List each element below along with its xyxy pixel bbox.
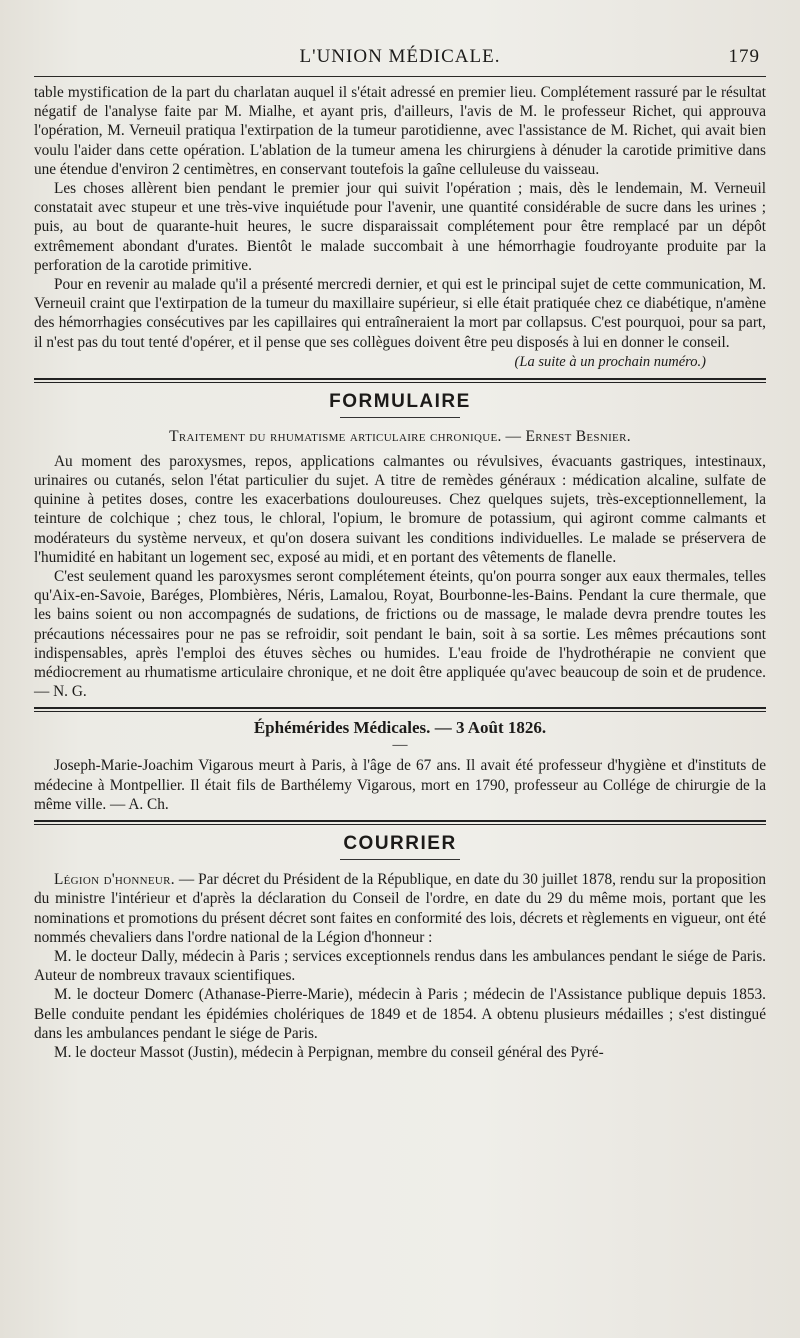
courrier-title-rule — [340, 859, 460, 860]
ephemerides-paragraph: Joseph-Marie-Joachim Vigarous meurt à Paris, à l'âge de 67 ans. Il avait été professeur d'hygiène et d'instituts de médecine à Montpellier. Il était fils de Barthélemy Vigarous, mort en 1790, professeur au Collége de chirurgie de la même ville. — A. Ch. — [34, 757, 766, 813]
courrier-paragraph-2: M. le docteur Dally, médecin à Paris ; services exceptionnels rendus dans les ambulances pendant le siége de Paris. Auteur de nombreux travaux scientifiques. — [34, 947, 766, 985]
formulaire-title: FORMULAIRE — [329, 390, 471, 412]
courrier-paragraph-1-text: — Par décret du Président de la République, en date du 30 juillet 1878, rendu sur la proposition du ministre l'intérieur et d'après la déclaration du Conseil de l'ordre, en date du 29 du même mois, portant que les nominations et promotions du présent décret sont faites en conformité des lois, décrets et règlements en vigueur, ont été nommés chevaliers dans l'ordre national de la Légion d'honneur : — [34, 871, 766, 946]
formulaire-title-rule — [340, 417, 460, 418]
section-rule-ephemerides — [34, 707, 766, 712]
page-number: 179 — [728, 46, 760, 67]
courrier-paragraph-4: M. le docteur Massot (Justin), médecin à Perpignan, membre du conseil général des Pyré- — [54, 1043, 604, 1061]
running-head — [34, 40, 766, 74]
courrier-paragraph-3: M. le docteur Domerc (Athanase-Pierre-Marie), médecin à Paris ; médecin de l'Assistance publique depuis 1853. Belle conduite pendant les épidémies cholériques de 1849 et de 1854. A obtenu plusieurs médailles ; s'est distingué dans les ambulances pendant le siége de Paris. — [34, 986, 766, 1042]
intro-paragraph-2: Les choses allèrent bien pendant le premier jour qui suivit l'opération ; mais, dès le lendemain, M. Verneuil constatait avec stupeur et une très-vive inquiétude pour l'avenir, une quantité considérable de sucre dans les urines ; puis, au bout de quarante-huit heures, le sucre disparaissait complétement pour être remplacé par un dépôt extrêmement abondant d'urates. Bientôt le malade succombait à une hémorrhagie foudroyante produite par la perforation de la carotide primitive. — [34, 180, 766, 274]
ephemerides-title: Éphémérides Médicales. — [253, 718, 431, 738]
intro-paragraph-3: Pour en revenir au malade qu'il a présenté mercredi dernier, et qui est le principal sujet de cette communication, M. Verneuil craint que l'extirpation de la tumeur du maxillaire supérieur, si elle était pratiquée chez ce diabétique, n'amène des hémorrhagies consécutives par les capillaires qui entraîneraient la mort par collapsus. C'est pourquoi, pour sa part, il n'est pas du tout tenté d'opérer, et il pense que ses collègues doivent être peu disposés à lui en donner le conseil. — [34, 276, 766, 351]
formulaire-article-author: — Ernest Besnier. — [505, 427, 631, 445]
courrier-title: COURRIER — [343, 833, 457, 855]
formulaire-article-title: Traitement du rhumatisme articulaire chronique. — [169, 427, 502, 445]
courrier-paragraph-1 — [34, 870, 766, 947]
formulaire-paragraph-2: C'est seulement quand les paroxysmes seront complétement éteints, qu'on pourra songer aux eaux thermales, telles qu'Aix-en-Savoie, Baréges, Plombières, Néris, Lamalou, Royat, Bourbonne-les-Bains. Pendant la cure thermale, que les bains soient ou non accompagnés de sudations, de frictions ou de massage, le malade devra prendre toutes les précautions nécessaires pour ne pas se refroidir, soit pendant le bain, soit à sa sortie. Les mêmes précautions sont indispensables, après l'emploi des étuves sèches ou humides. L'eau froide de l'hydrothérapie ne convient que médiocrement au rhumatisme articulaire chronique, et ne doit être appliquée qu'avec beaucoup de soin et de prudence. — N. G. — [34, 568, 766, 701]
ephemerides-dash: — — [392, 737, 408, 754]
formulaire-paragraph-1: Au moment des paroxysmes, repos, applications calmantes ou révulsives, évacuants gastriques, intestinaux, urinaires ou cutanés, selon l'état particulier du sujet. A titre de remèdes généraux : médication alcaline, sulfate de quinine à petites doses, contre les exacerbations douloureuses. Chez quelques sujets, très-exceptionnellement, la teinture de colchique ; chez tous, le chloral, l'opium, le bromure de potassium, qui agiront comme calmants et modérateurs du système nerveux, et qu'on dosera suivant les conditions individuelles. Le malade se préservera de l'humidité en habitant un logement sec, exposé au midi, et en portant des vêtements de flanelle. — [34, 452, 766, 566]
section-rule-formulaire — [34, 378, 766, 383]
courrier-lead-caps: Légion d'honneur. — [54, 871, 175, 889]
journal-title: L'UNION MÉDICALE. — [299, 46, 501, 67]
header-rule — [34, 76, 766, 77]
ephemerides-heading — [34, 718, 766, 738]
section-rule-courrier — [34, 820, 766, 825]
intro-paragraph-1: table mystification de la part du charlatan auquel il s'était adressé en premier lieu. Complétement rassuré par le résultat négatif de l'analyse faite par M. Mialhe, et ayant pris, d'ailleurs, l'avis de M. le professeur Richet, qui approuva l'opération, M. Verneuil pratiqua l'extirpation de la tumeur parotidienne, avec l'assistance de M. Richet, qui avait bien voulu l'aider dans cette opération. L'ablation de la tumeur amena les chirurgiens à dénuder la carotide primitive dans une étendue d'environ 2 centimètres, en conservant toutefois la gaîne celluleuse du vaisseau. — [34, 84, 766, 178]
continued-note: (La suite à un prochain numéro.) — [514, 353, 706, 370]
ephemerides-date: — 3 Août 1826. — [434, 718, 547, 738]
formulaire-article-heading — [34, 428, 766, 446]
